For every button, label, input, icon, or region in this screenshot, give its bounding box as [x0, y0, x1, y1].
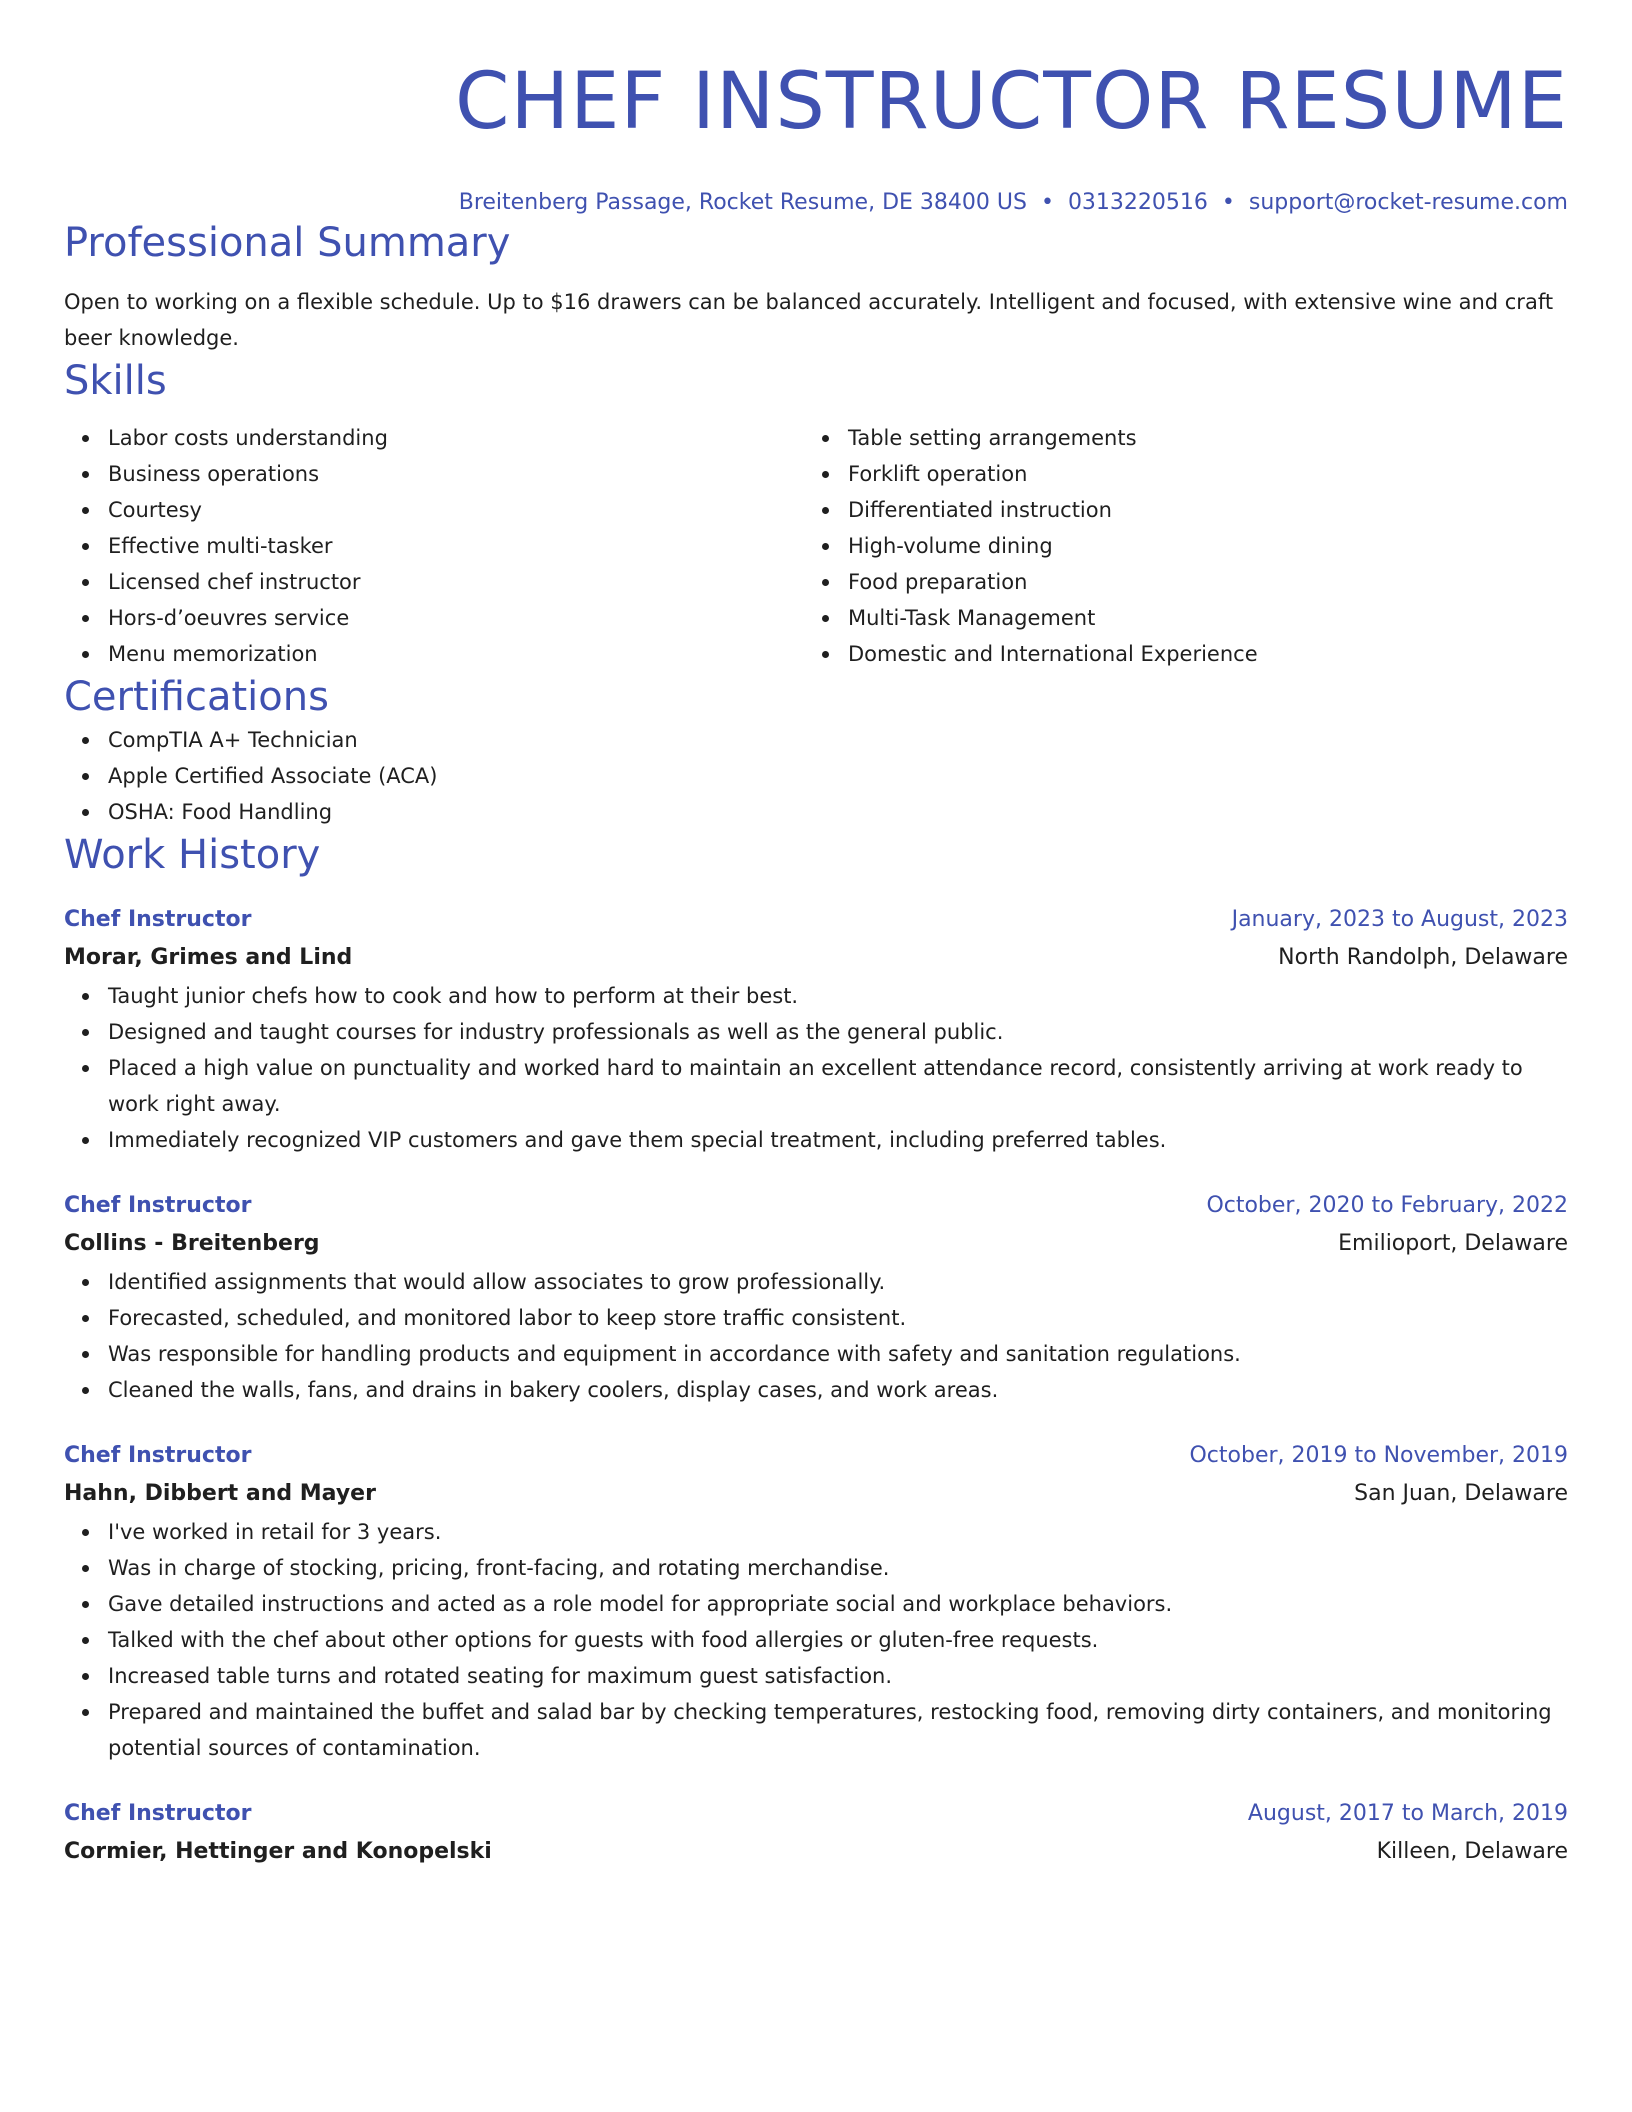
summary-heading: Professional Summary [64, 220, 511, 266]
certifications-heading: Certifications [64, 674, 329, 720]
job-duty: Cleaned the walls, fans, and drains in bakery coolers, display cases, and work areas. [108, 1372, 1568, 1408]
job-duties-list [64, 1514, 1568, 1766]
job-duty: Gave detailed instructions and acted as a role model for appropriate social and workplace behaviors. [108, 1586, 1568, 1622]
skill-item: Licensed chef instructor [108, 564, 804, 600]
job-title: Chef Instructor [64, 907, 252, 932]
skill-item: Hors-d’oeuvres service [108, 600, 804, 636]
skill-item: Forklift operation [848, 456, 1544, 492]
job-entry [64, 1188, 1568, 1408]
contact-separator: • [1040, 190, 1054, 215]
job-duty: Was in charge of stocking, pricing, front-facing, and rotating merchandise. [108, 1550, 1568, 1586]
skill-item: Courtesy [108, 492, 804, 528]
contact-line [64, 188, 1568, 218]
job-duty: Taught junior chefs how to cook and how to perform at their best. [108, 978, 1568, 1014]
skills-heading: Skills [64, 358, 167, 404]
job-company: Hahn, Dibbert and Mayer [64, 1481, 376, 1506]
job-entry [64, 1796, 1568, 1872]
job-duty: Placed a high value on punctuality and worked hard to maintain an excellent attendance record, consistently arriving at work ready to work right away. [108, 1050, 1568, 1122]
job-title: Chef Instructor [64, 1193, 252, 1218]
job-dates: January, 2023 to August, 2023 [1231, 907, 1568, 932]
skills-list-left [64, 420, 804, 672]
skill-item: Menu memorization [108, 636, 804, 672]
skill-item: Table setting arrangements [848, 420, 1544, 456]
skill-item: Multi-Task Management [848, 600, 1544, 636]
job-company-row [64, 938, 1568, 978]
job-duty: I've worked in retail for 3 years. [108, 1514, 1568, 1550]
job-company: Morar, Grimes and Lind [64, 945, 353, 970]
job-company: Cormier, Hettinger and Konopelski [64, 1839, 492, 1864]
job-dates: October, 2020 to February, 2022 [1206, 1193, 1568, 1218]
job-duty: Forecasted, scheduled, and monitored labor to keep store traffic consistent. [108, 1300, 1568, 1336]
skills-column-right [804, 420, 1544, 672]
skill-item: Labor costs understanding [108, 420, 804, 456]
job-entry [64, 1438, 1568, 1766]
job-location: San Juan, Delaware [1354, 1481, 1568, 1506]
skill-item: Effective multi-tasker [108, 528, 804, 564]
certification-item: OSHA: Food Handling [108, 794, 1568, 830]
skill-item: Food preparation [848, 564, 1544, 600]
job-header-row [64, 1796, 1568, 1832]
job-title: Chef Instructor [64, 1801, 252, 1826]
contact-phone: 0313220516 [1067, 190, 1208, 215]
job-location: North Randolph, Delaware [1278, 945, 1568, 970]
job-dates: August, 2017 to March, 2019 [1247, 1801, 1568, 1826]
job-duties-list [64, 978, 1568, 1158]
job-duty: Talked with the chef about other options for guests with food allergies or gluten-free requests. [108, 1622, 1568, 1658]
certifications-list [64, 722, 1568, 830]
skills-column-left [64, 420, 804, 672]
job-title: Chef Instructor [64, 1443, 252, 1468]
job-duty: Was responsible for handling products and equipment in accordance with safety and sanitation regulations. [108, 1336, 1568, 1372]
job-header-row [64, 902, 1568, 938]
job-duty: Prepared and maintained the buffet and salad bar by checking temperatures, restocking food, removing dirty containers, and monitoring potential sources of contamination. [108, 1694, 1568, 1766]
skill-item: Differentiated instruction [848, 492, 1544, 528]
work-history-heading: Work History [64, 832, 321, 878]
job-entry [64, 902, 1568, 1158]
skill-item: Domestic and International Experience [848, 636, 1544, 672]
work-history-list [64, 902, 1568, 1872]
job-header-row [64, 1438, 1568, 1474]
contact-separator: • [1221, 190, 1235, 215]
job-company-row [64, 1224, 1568, 1264]
job-duties-list [64, 1264, 1568, 1408]
job-company-row [64, 1832, 1568, 1872]
skill-item: High-volume dining [848, 528, 1544, 564]
job-company: Collins - Breitenberg [64, 1231, 320, 1256]
skill-item: Business operations [108, 456, 804, 492]
job-duty: Identified assignments that would allow associates to grow professionally. [108, 1264, 1568, 1300]
contact-email: support@rocket-resume.com [1248, 190, 1568, 215]
job-duty: Increased table turns and rotated seating for maximum guest satisfaction. [108, 1658, 1568, 1694]
job-header-row [64, 1188, 1568, 1224]
certification-item: Apple Certified Associate (ACA) [108, 758, 1568, 794]
job-location: Emilioport, Delaware [1338, 1231, 1568, 1256]
job-company-row [64, 1474, 1568, 1514]
skills-grid [64, 420, 1568, 672]
skills-list-right [804, 420, 1544, 672]
job-duty: Designed and taught courses for industry professionals as well as the general public. [108, 1014, 1568, 1050]
resume-title: CHEF INSTRUCTOR RESUME [454, 57, 1568, 147]
certification-item: CompTIA A+ Technician [108, 722, 1568, 758]
contact-address: Breitenberg Passage, Rocket Resume, DE 38400 US [458, 190, 1027, 215]
job-duty: Immediately recognized VIP customers and gave them special treatment, including preferred tables. [108, 1122, 1568, 1158]
job-dates: October, 2019 to November, 2019 [1189, 1443, 1568, 1468]
summary-text: Open to working on a flexible schedule. Up to $16 drawers can be balanced accurately. Intelligent and focused, with extensive wine and craft beer knowledge. [64, 290, 1554, 350]
job-location: Killeen, Delaware [1376, 1839, 1568, 1864]
